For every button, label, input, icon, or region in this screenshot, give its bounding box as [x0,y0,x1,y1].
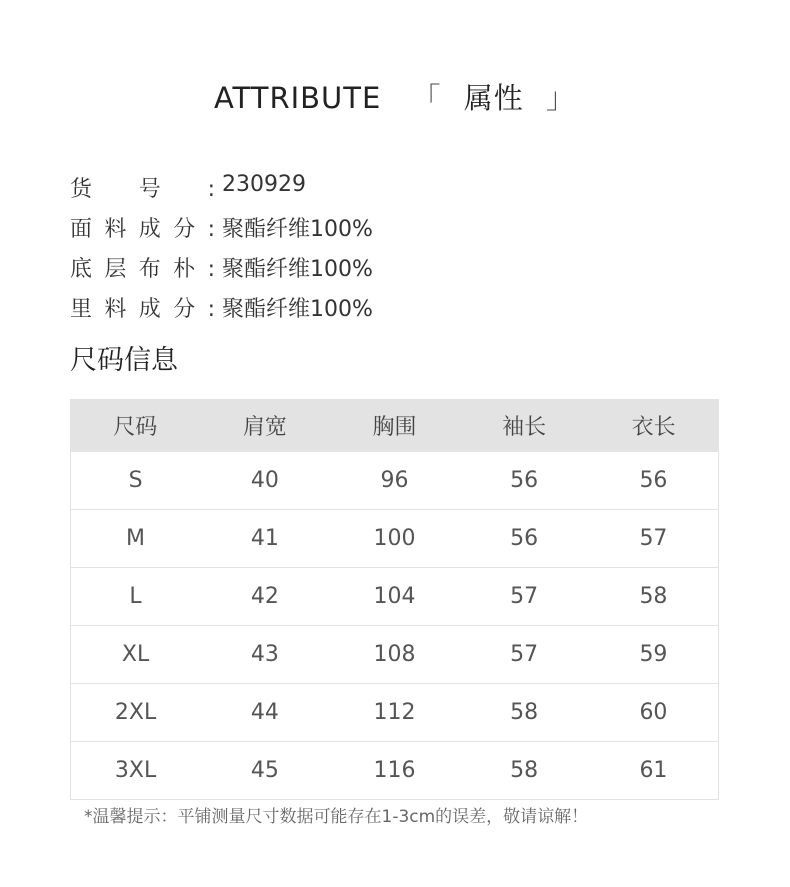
attribute-row-item-number [70,168,710,208]
attribute-label: 底层布朴: [70,257,215,282]
attribute-list [70,168,710,328]
table-cell: 57 [589,510,719,568]
table-cell: 104 [330,568,460,626]
table-cell: 59 [589,626,719,684]
header-bracket-close: 」 [546,81,577,115]
table-cell: M [71,510,201,568]
table-cell: 42 [200,568,330,626]
table-cell: 112 [330,684,460,742]
attribute-value: 聚酯纤维100% [222,297,373,322]
attribute-row-base-cloth [70,248,710,288]
measurement-note: *温馨提示：平铺测量尺寸数据可能存在1-3cm的误差，敬请谅解！ [84,807,589,827]
size-section-title: 尺码信息 [70,345,178,376]
table-cell: XL [71,626,201,684]
table-cell: 56 [459,510,589,568]
table-cell: 56 [459,452,589,510]
attribute-value: 聚酯纤维100% [222,257,373,282]
table-row [71,568,719,626]
attribute-label: 货号: [70,177,215,202]
column-header-sleeve: 袖长 [459,400,589,452]
header-title-en: ATTRIBUTE [213,81,382,115]
attribute-value: 230929 [222,172,306,197]
table-cell: 3XL [71,742,201,800]
attribute-label: 里料成分: [70,297,215,322]
table-row [71,742,719,800]
table-cell: 58 [459,742,589,800]
header-bracket-open: 「 [411,81,442,115]
table-cell: 61 [589,742,719,800]
attribute-label: 面料成分: [70,217,215,242]
table-cell: 60 [589,684,719,742]
table-cell: 58 [589,568,719,626]
table-row [71,510,719,568]
table-cell: 41 [200,510,330,568]
size-table-header-row [71,400,719,452]
table-row [71,684,719,742]
table-cell: L [71,568,201,626]
table-cell: 43 [200,626,330,684]
table-cell: 40 [200,452,330,510]
table-cell: 96 [330,452,460,510]
table-cell: 116 [330,742,460,800]
column-header-shoulder: 肩宽 [200,400,330,452]
column-header-size: 尺码 [71,400,201,452]
size-table [70,399,719,800]
table-cell: 108 [330,626,460,684]
attribute-header [0,76,790,117]
attribute-value: 聚酯纤维100% [222,217,373,242]
attribute-row-lining [70,288,710,328]
column-header-chest: 胸围 [330,400,460,452]
header-title-cn: 属性 [463,81,524,115]
table-cell: 57 [459,626,589,684]
attribute-row-fabric [70,208,710,248]
column-header-length: 衣长 [589,400,719,452]
table-cell: 56 [589,452,719,510]
table-cell: 58 [459,684,589,742]
table-cell: 2XL [71,684,201,742]
table-cell: 44 [200,684,330,742]
table-cell: 100 [330,510,460,568]
table-cell: 57 [459,568,589,626]
table-cell: 45 [200,742,330,800]
table-row [71,626,719,684]
table-cell: S [71,452,201,510]
table-row [71,452,719,510]
